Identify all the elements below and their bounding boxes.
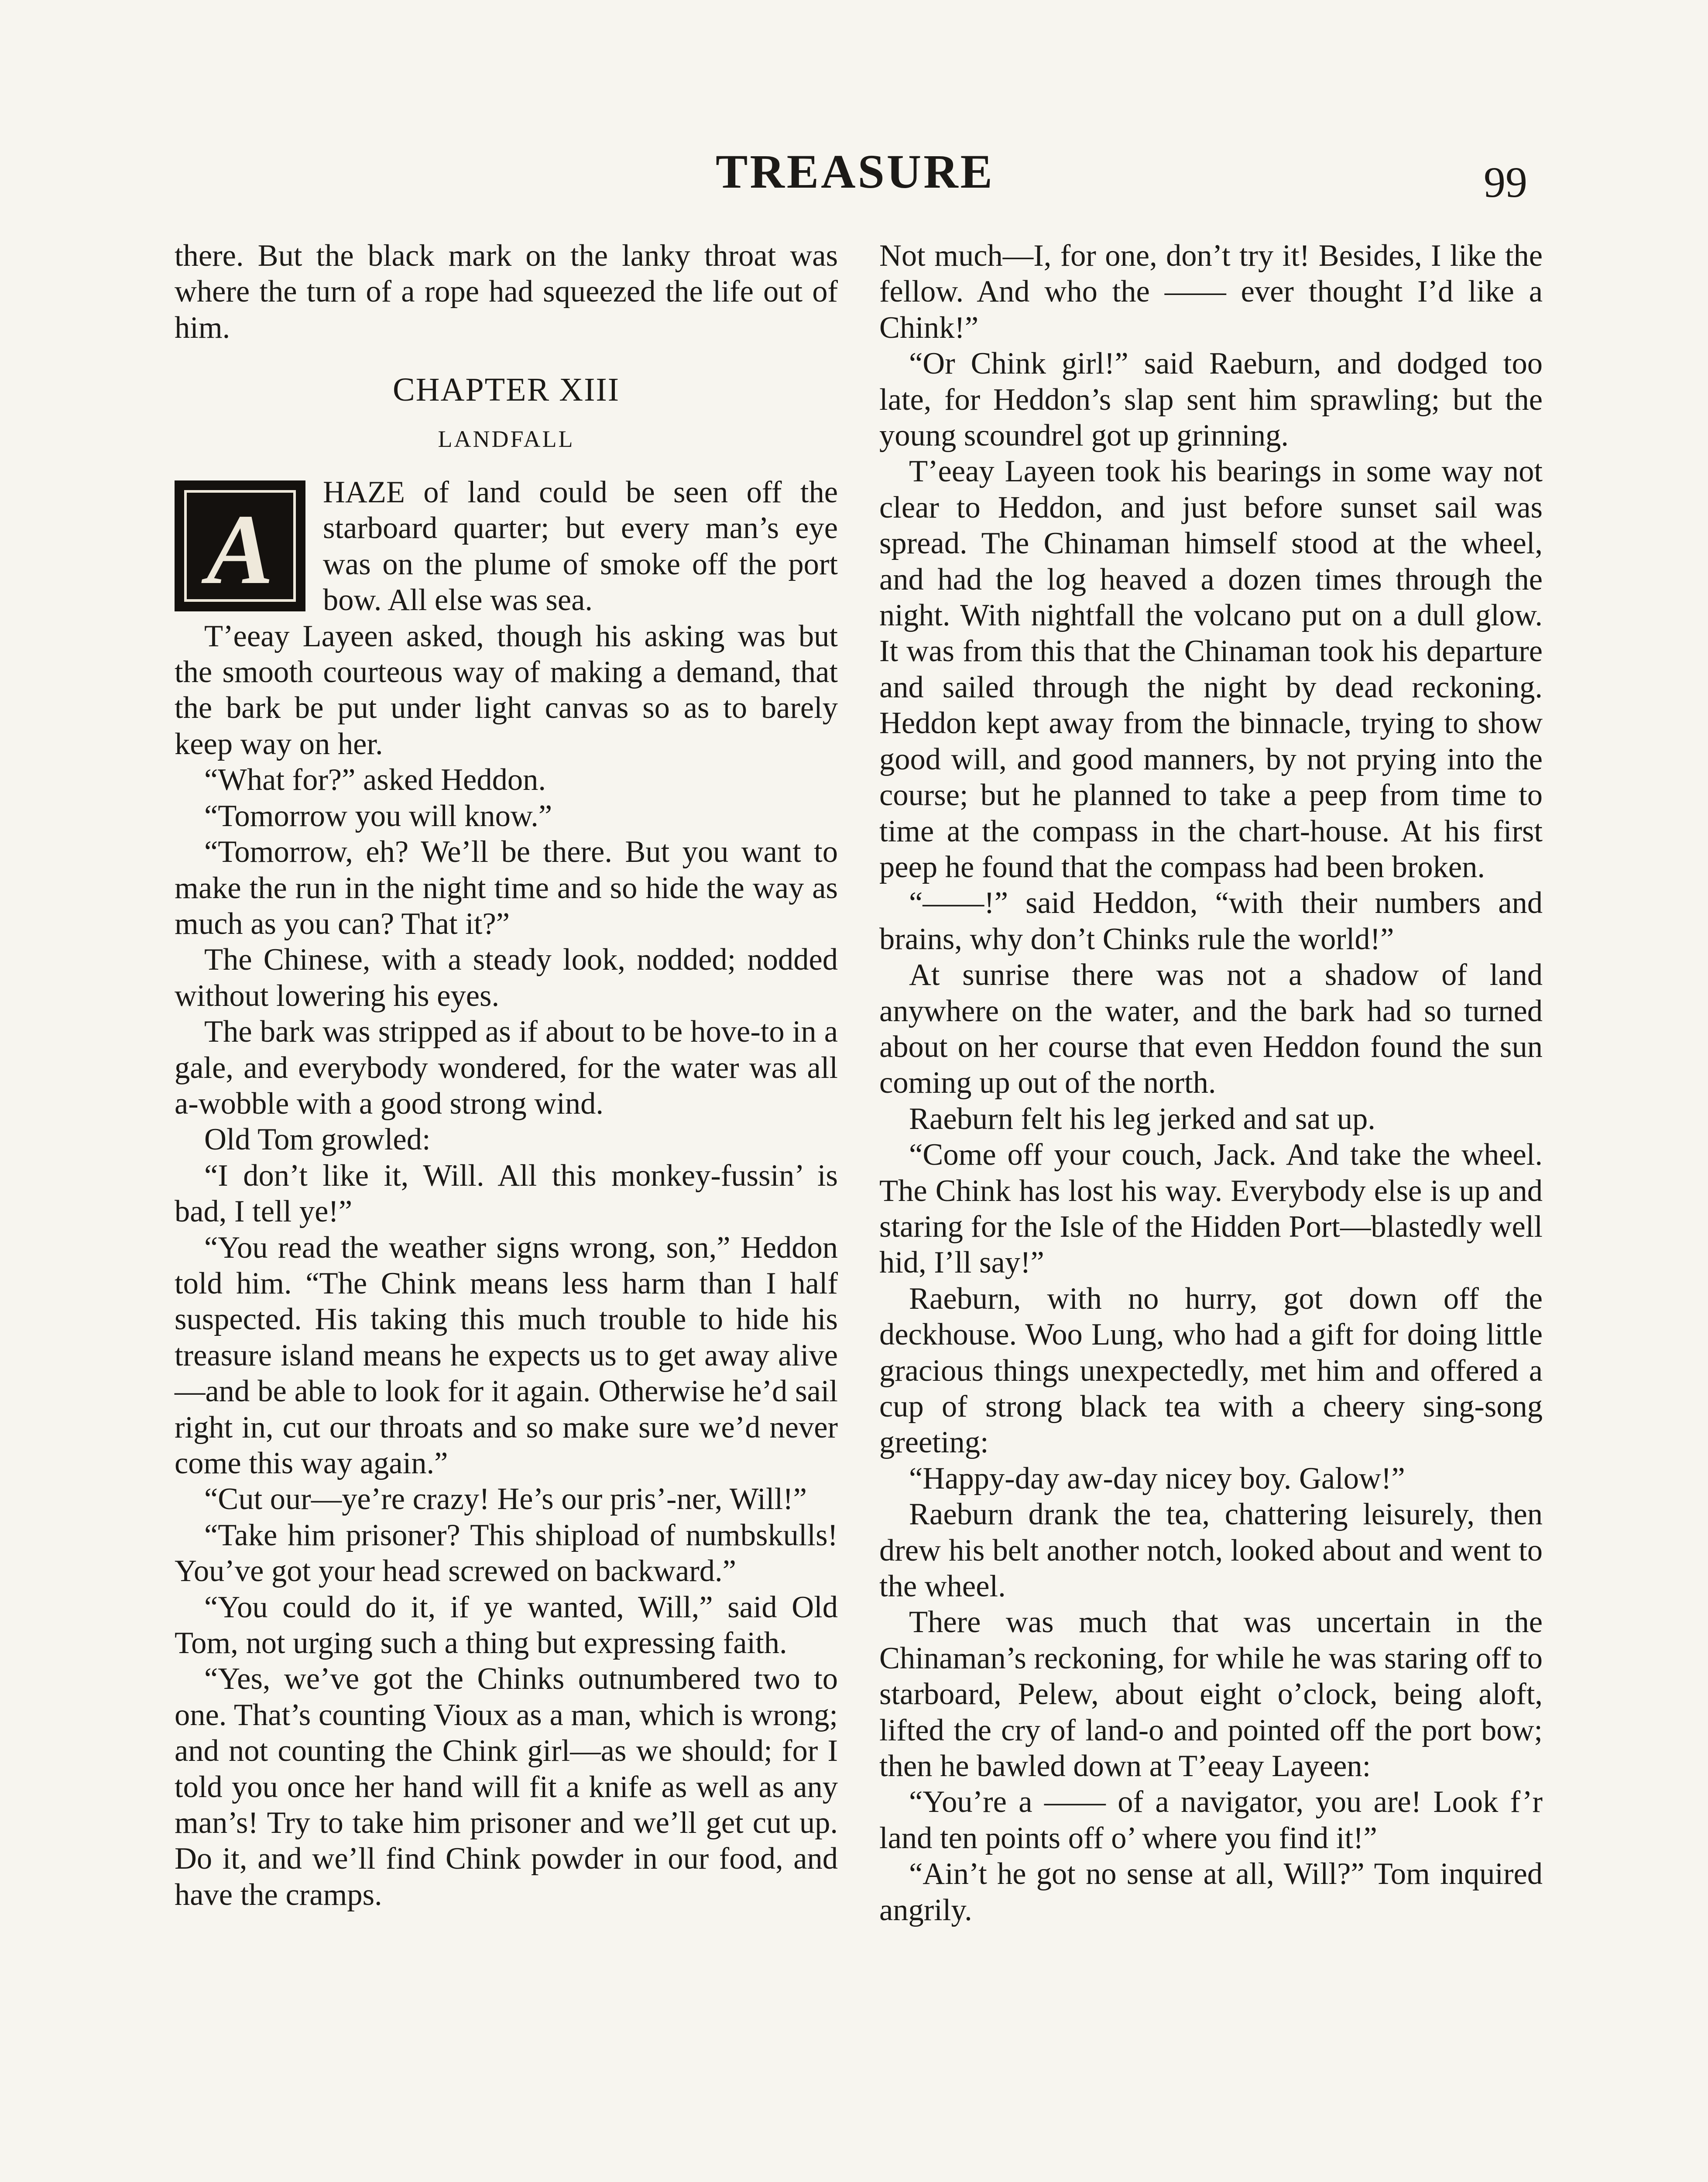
paragraph: “Come off your couch, Jack. And take the wheel. The Chink has lost his way. Everybody else is up and staring for the Isle of the Hidden Port—blastedly well hid, I’ll say!” [879,1138,1543,1280]
paragraph: “What for?” asked Heddon. [204,763,546,797]
paragraph: Not much—I, for one, don’t try it! Besides, I like the fellow. And who the —— ever thought I’d like a Chink!” [879,239,1543,345]
paragraph-text: HAZE of land could be seen off the starboard quarter; but every man’s eye was on the plume of smoke off the port bow. All else was sea. [323,475,838,618]
drop-cap-letter: A [206,494,274,605]
paragraph: “Tomorrow you will know.” [204,799,552,833]
chapter-subtitle: LANDFALL [438,425,575,452]
right-column [879,238,1543,1928]
paragraph: “Yes, we’ve got the Chinks outnumbered two to one. That’s counting Vioux as a man, which is wrong; and not counting the Chink girl—as we should; for I told you once her hand will fit a knife as well as any man’s! Try to take him prisoner and we’ll get cut up. Do it, and we’ll find Chink powder in our food, and have the cramps. [175,1662,838,1912]
paragraph: T’eeay Layeen asked, though his asking was but the smooth courteous way of making a demand, that the bark be put under light canvas so as to barely keep way on her. [175,619,838,761]
paragraph: “You’re a —— of a navigator, you are! Look f’r land ten points off o’ where you find it!” [879,1785,1543,1855]
paragraph: The Chinese, with a steady look, nodded; nodded without lowering his eyes. [175,943,838,1013]
paragraph: there. But the black mark on the lanky throat was where the turn of a rope had squeezed the life out of him. [175,239,838,345]
paragraph: At sunrise there was not a shadow of land anywhere on the water, and the bark had so turned about on her course that even Heddon found the sun coming up out of the north. [879,958,1543,1100]
paragraph: “Cut our—ye’re crazy! He’s our pris’-ner, Will!” [204,1482,807,1516]
drop-cap-ornament [175,480,305,611]
chapter-title: CHAPTER XIII [392,371,620,408]
paragraph: The bark was stripped as if about to be hove-to in a gale, and everybody wondered, for the water was all a-wobble with a good strong wind. [175,1015,838,1121]
paragraph: “You could do it, if ye wanted, Will,” said Old Tom, not urging such a thing but expressing faith. [175,1590,838,1661]
paragraph: “Ain’t he got no sense at all, Will?” Tom inquired angrily. [879,1857,1543,1927]
paragraph: “Or Chink girl!” said Raeburn, and dodged too late, for Heddon’s slap sent him sprawling; but the young scoundrel got up grinning. [879,347,1543,453]
left-column [175,238,838,1913]
paragraph: Raeburn drank the tea, chattering leisurely, then drew his belt another notch, looked about and went to the wheel. [879,1497,1543,1604]
paragraph: “——!” said Heddon, “with their numbers and brains, why don’t Chinks rule the world!” [879,886,1543,956]
paragraph: “Happy-day aw-day nicey boy. Galow!” [909,1461,1405,1496]
chapter-opening-paragraph [175,474,838,618]
paragraph: There was much that was uncertain in the Chinaman’s reckoning, for while he was staring off to starboard, Pelew, about eight o’clock, being aloft, lifted the cry of land-o and pointed off the port bow; then he bawled down at T’eeay Layeen: [879,1605,1543,1784]
paragraph: “Take him prisoner? This shipload of numbskulls! You’ve got your head screwed on backward.” [175,1518,838,1588]
page-number: 99 [1484,158,1527,206]
running-head [0,144,1708,209]
paragraph: Raeburn, with no hurry, got down off the deckhouse. Woo Lung, who had a gift for doing little gracious things unexpectedly, met him and offered a cup of strong black tea with a cheery sing-song greeting: [879,1281,1543,1460]
paragraph: Raeburn felt his leg jerked and sat up. [909,1101,1375,1136]
paragraph: “I don’t like it, Will. All this monkey-fussin’ is bad, I tell ye!” [175,1158,838,1229]
page-title: TREASURE [716,145,995,198]
paragraph: Old Tom growled: [204,1122,431,1157]
paragraph: “You read the weather signs wrong, son,” Heddon told him. “The Chink means less harm than I half suspected. His taking this much trouble to hide his treasure island means he expects us to get away alive—and be able to look for it again. Otherwise he’d sail right in, cut our throats and so make sure we’d never come this way again.” [175,1230,838,1480]
paragraph: T’eeay Layeen took his bearings in some way not clear to Heddon, and just before sunset sail was spread. The Chinaman himself stood at the wheel, and had the log heaved a dozen times through the night. With nightfall the volcano put on a dull glow. It was from this that the Chinaman took his departure and sailed through the night by dead reckoning. Heddon kept away from the binnacle, trying to show good will, and good manners, by not prying into the course; but he planned to take a peep from time to time at the compass in the chart-house. At his first peep he found that the compass had been broken. [879,454,1543,884]
paragraph: “Tomorrow, eh? We’ll be there. But you want to make the run in the night time and so hide the way as much as you can? That it?” [175,835,838,941]
